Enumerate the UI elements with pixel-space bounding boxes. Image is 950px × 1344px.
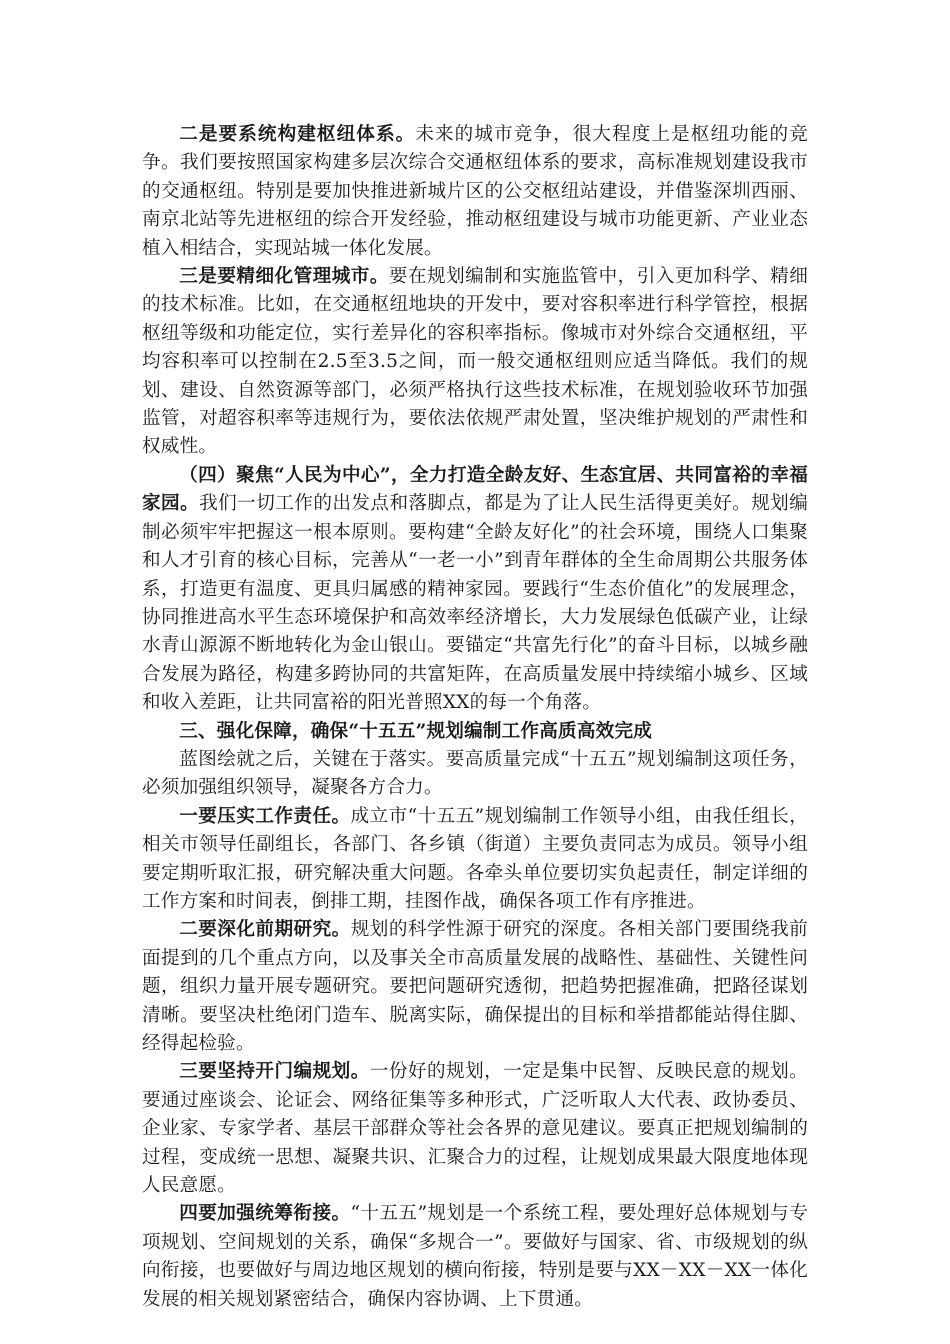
paragraph-lead: 三要坚持开门编规划。 bbox=[179, 1061, 370, 1083]
paragraph-text: 一份好的规划，一定是集中民智、反映民意的规划。要通过座谈会、论证会、网络征集等多种形式，广泛听取人大代表、政协委员、企业家、专家学者、基层干部群众等社会各界的意见建议。要真正把规划编制的过程，变成统一思想、凝聚共识、汇聚合力的过程，让规划成果最大限度地体现人民意愿。 bbox=[142, 1061, 808, 1197]
paragraph-lead: 三是要精细化管理城市。 bbox=[179, 266, 389, 288]
paragraph-text: 蓝图绘就之后，关键在于落实。要高质量完成“十五五”规划编制这项任务，必须加强组织领导，凝聚各方合力。 bbox=[142, 748, 808, 799]
paragraph-text: 规划的科学性源于研究的深度。各相关部门要围绕我前面提到的几个重点方向，以及事关全市高质量发展的战略性、基础性、关键性问题，组织力量开展专题研究。要把问题研究透彻，把趋势把握准确，把路径谋划清晰。要坚决杜绝闭门造车、脱离实际，确保提出的目标和举措都能站得住脚、经得起检验。 bbox=[142, 919, 808, 1054]
paragraph-text: 成立市“十五五”规划编制工作领导小组，由我任组长，相关市领导任副组长，各部门、各乡镇（街道）主要负责同志为成员。领导小组要定期听取汇报，研究解决重大问题。各牵头单位要切实负起责任，制定详细的工作方案和时间表，倒排工期，挂图作战，确保各项工作有序推进。 bbox=[142, 805, 808, 912]
paragraph-lead: （四）聚焦“人民为中心”，全力打造全龄友好、生态宜居、共同富裕的幸福家园。 bbox=[142, 464, 808, 515]
paragraph-hub-system bbox=[142, 121, 808, 263]
paragraph-lead: 二要深化前期研究。 bbox=[179, 919, 351, 941]
paragraph-lead: 一要压实工作责任。 bbox=[179, 805, 351, 827]
paragraph-people-centered bbox=[142, 462, 808, 718]
paragraph-responsibility bbox=[142, 803, 808, 917]
section-heading-text: 三、强化保障，确保“十五五”规划编制工作高质高效完成 bbox=[179, 720, 653, 742]
paragraph-research bbox=[142, 916, 808, 1058]
paragraph-implementation bbox=[142, 746, 808, 803]
paragraph-open-planning bbox=[142, 1058, 808, 1200]
paragraph-lead: 二是要系统构建枢纽体系。 bbox=[179, 124, 416, 145]
paragraph-coordination bbox=[142, 1200, 808, 1314]
paragraph-lead: 四要加强统筹衔接。 bbox=[179, 1203, 351, 1225]
paragraph-text: 未来的城市竞争，很大程度上是枢纽功能的竞争。我们要按照国家构建多层次综合交通枢纽体系的要求，高标准规划建设我市的交通枢纽。特别是要加快推进新城片区的公交枢纽站建设，并借鉴深圳西丽、南京北站等先进枢纽的综合开发经验，推动枢纽建设与城市功能更新、产业业态植入相结合，实现站城一体化发展。 bbox=[142, 124, 808, 259]
document-page bbox=[142, 121, 808, 1314]
paragraph-text: 我们一切工作的出发点和落脚点，都是为了让人民生活得更美好。规划编制必须牢牢把握这一根本原则。要构建“全龄友好化”的社会环境，围绕人口集聚和人才引育的核心目标，完善从“一老一小”到青年群体的全生命周期公共服务体系，打造更有温度、更具归属感的精神家园。要践行“生态价值化”的发展理念，协同推进高水平生态环境保护和高效率经济增长，大力发展绿色低碳产业，让绿水青山源源不断地转化为金山银山。要锚定“共富先行化”的奋斗目标，以城乡融合发展为路径，构建多跨协同的共富矩阵，在高质量发展中持续缩小城乡、区域和收入差距，让共同富裕的阳光普照XX的每一个角落。 bbox=[142, 493, 808, 714]
paragraph-text: 要在规划编制和实施监管中，引入更加科学、精细的技术标准。比如，在交通枢纽地块的开发中，要对容积率进行科学管控，根据枢纽等级和功能定位，实行差异化的容积率指标。像城市对外综合交通枢纽，平均容积率可以控制在2.5至3.5之间，而一般交通枢纽则应适当降低。我们的规划、建设、自然资源等部门，必须严格执行这些技术标准，在规划验收环节加强监管，对超容积率等违规行为，要依法依规严肃处置，坚决维护规划的严肃性和权威性。 bbox=[142, 266, 809, 458]
section-heading bbox=[142, 718, 808, 746]
paragraph-text: “十五五”规划是一个系统工程，要处理好总体规划与专项规划、空间规划的关系，确保“多规合一”。要做好与国家、省、市级规划的纵向衔接，也要做好与周边地区规划的横向衔接，特别是要与XX－XX－XX一体化发展的相关规划紧密结合，确保内容协调、上下贯通。 bbox=[142, 1203, 808, 1310]
paragraph-refined-management bbox=[142, 263, 808, 462]
